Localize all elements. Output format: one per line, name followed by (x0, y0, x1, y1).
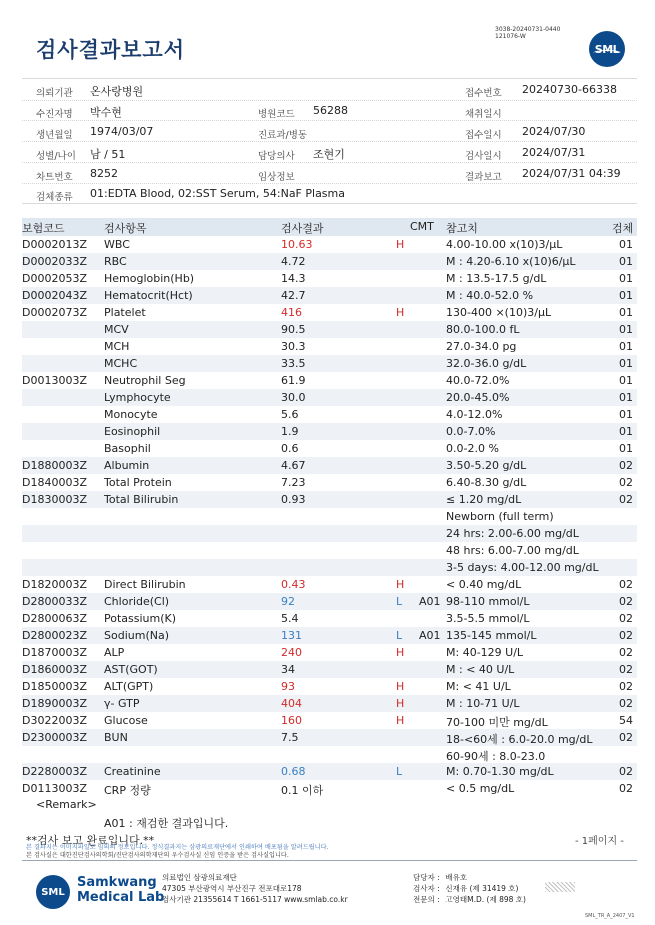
page-title: 검사결과보고서 (36, 38, 186, 62)
row-cmt: A01 (419, 595, 441, 608)
row-reference: 80.0-100.0 fL (446, 323, 520, 336)
row-reference: 40.0-72.0% (446, 374, 510, 387)
sex-age-label: 성별/나이 (36, 151, 76, 162)
row-result: 34 (281, 663, 295, 676)
row-specimen: 02 (619, 697, 633, 710)
patient-info-box (22, 78, 637, 204)
row-specimen: 01 (619, 289, 633, 302)
row-reference: 70-100 미만 mg/dL (446, 716, 548, 729)
doctor-value: 조현기 (313, 148, 345, 161)
row-item: Hematocrit(Hct) (104, 289, 193, 302)
clinical-label: 임상정보 (258, 172, 295, 183)
row-specimen: 01 (619, 357, 633, 370)
row-reference: 32.0-36.0 g/dL (446, 357, 527, 370)
table-row (22, 423, 637, 440)
row-code: D1880003Z (22, 459, 87, 472)
row-result: 160 (281, 714, 302, 727)
row-specimen: 01 (619, 425, 633, 438)
row-reference: M : < 40 U/L (446, 663, 515, 676)
brand-line-1: Samkwang (77, 875, 157, 890)
row-item: Glucose (104, 714, 148, 727)
remark-title: <Remark> (36, 798, 97, 811)
row-item: Neutrophil Seg (104, 374, 186, 387)
col-header-item: 검사항목 (104, 222, 147, 235)
row-result: 0.6 (281, 442, 299, 455)
chart-no-label: 차트번호 (36, 172, 73, 183)
row-specimen: 02 (619, 782, 633, 795)
footer-info-line: 의료법인 삼광의료재단 (162, 873, 237, 882)
form-code: SML_TR_A_2407_V1 (585, 913, 635, 919)
table-row (22, 406, 637, 423)
row-flag: H (396, 646, 405, 659)
row-item: Potassium(K) (104, 612, 177, 625)
footer-logo: SML (36, 875, 70, 909)
row-flag: H (396, 238, 405, 251)
row-code: D1890003Z (22, 697, 87, 710)
footer-info-line: 47305 부산광역시 부산진구 전포대로178 (162, 884, 302, 893)
row-item: Total Bilirubin (104, 493, 179, 506)
row-specimen: 01 (619, 340, 633, 353)
row-code: D2800033Z (22, 595, 87, 608)
row-specimen: 02 (619, 731, 633, 744)
receipt-date-label: 접수일시 (465, 130, 502, 141)
table-row (22, 321, 637, 338)
row-item: Chloride(Cl) (104, 595, 170, 608)
row-reference: M : 13.5-17.5 g/dL (446, 272, 547, 285)
row-result: 131 (281, 629, 302, 642)
sample-date-label: 채취일시 (465, 109, 502, 120)
table-row (22, 627, 637, 644)
table-row (22, 525, 637, 542)
disclaimer-note: 본 결과지는 이미지파일로 임의의 정보입니다. 정식결과지는 삼광의료재단에서 인쇄하여 배포됨을 알려드립니다. (26, 844, 329, 851)
table-row (22, 661, 637, 678)
row-reference: 135-145 mmol/L (446, 629, 537, 642)
row-reference: Newborn (full term) (446, 510, 554, 523)
staff-name: 신재유 (제 31419 호) (445, 884, 519, 893)
report-complete-text: **검사 보고 완료입니다.** (26, 834, 155, 847)
divider (22, 162, 637, 163)
divider (22, 100, 637, 101)
table-row (22, 304, 637, 321)
row-reference: M : 10-71 U/L (446, 697, 520, 710)
row-reference: 0.0-7.0% (446, 425, 496, 438)
receipt-date-value: 2024/07/30 (522, 125, 586, 138)
row-code: D1870003Z (22, 646, 87, 659)
row-specimen: 01 (619, 306, 633, 319)
row-reference: 60-90세 : 8.0-23.0 (446, 750, 546, 763)
table-row (22, 338, 637, 355)
document-code-line: 121076-W (495, 33, 526, 40)
receipt-no-value: 20240730-66338 (522, 83, 617, 96)
table-row (22, 576, 637, 593)
specimen-value: 01:EDTA Blood, 02:SST Serum, 54:NaF Plasma (90, 187, 345, 200)
row-item: WBC (104, 238, 130, 251)
row-result: 7.23 (281, 476, 306, 489)
hospital-code-value: 56288 (313, 104, 348, 117)
footer-institution-info (162, 872, 348, 905)
chart-no-value: 8252 (90, 167, 118, 180)
row-cmt: A01 (419, 629, 441, 642)
row-reference: 20.0-45.0% (446, 391, 510, 404)
row-code: D0002013Z (22, 238, 87, 251)
row-code: D0002033Z (22, 255, 87, 268)
row-code: D1840003Z (22, 476, 87, 489)
row-specimen: 02 (619, 459, 633, 472)
row-reference: 3-5 days: 4.00-12.00 mg/dL (446, 561, 599, 574)
row-specimen: 01 (619, 391, 633, 404)
row-specimen: 02 (619, 629, 633, 642)
test-date-value: 2024/07/31 (522, 146, 586, 159)
table-row (22, 474, 637, 491)
row-item: MCH (104, 340, 130, 353)
row-code: D2300003Z (22, 731, 87, 744)
row-item: Sodium(Na) (104, 629, 169, 642)
table-row (22, 712, 637, 729)
row-specimen: 02 (619, 680, 633, 693)
hospital-code-label: 병원코드 (258, 109, 295, 120)
row-result: 7.5 (281, 731, 299, 744)
table-row (22, 287, 637, 304)
table-row (22, 644, 637, 661)
row-item: CRP 정량 (104, 784, 151, 797)
row-result: 42.7 (281, 289, 306, 302)
row-specimen: 01 (619, 238, 633, 251)
table-row (22, 253, 637, 270)
accreditation-note: 본 검사실은 대한진단검사의학회/진단검사의학재단의 우수검사실 신임 인증을 받은 검사실입니다. (26, 852, 289, 859)
row-reference: 24 hrs: 2.00-6.00 mg/dL (446, 527, 579, 540)
sml-logo: SML (589, 31, 625, 67)
row-item: Eosinophil (104, 425, 161, 438)
row-specimen: 01 (619, 374, 633, 387)
table-row (22, 763, 637, 780)
brand-line-2: Medical Lab (77, 890, 165, 905)
row-flag: H (396, 714, 405, 727)
row-result: 92 (281, 595, 295, 608)
row-result: 240 (281, 646, 302, 659)
specimen-label: 검체종류 (36, 192, 73, 203)
row-code: D2800063Z (22, 612, 87, 625)
row-flag: L (396, 595, 403, 608)
document-code (495, 26, 560, 40)
row-code: D1820003Z (22, 578, 87, 591)
row-reference: 0.0-2.0 % (446, 442, 499, 455)
signature-mark (545, 882, 575, 892)
row-result: 0.68 (281, 765, 306, 778)
receipt-no-label: 접수번호 (465, 88, 502, 99)
footer-info-line: 검사기관 21355614 T 1661-5117 www.smlab.co.kr (162, 895, 348, 904)
row-result: 5.4 (281, 612, 299, 625)
row-result: 416 (281, 306, 302, 319)
row-flag: L (396, 765, 403, 778)
row-reference: 18-<60세 : 6.0-20.0 mg/dL (446, 733, 593, 746)
row-item: Hemoglobin(Hb) (104, 272, 195, 285)
row-code: D2280003Z (22, 765, 87, 778)
row-item: RBC (104, 255, 127, 268)
row-item: Creatinine (104, 765, 161, 778)
table-row (22, 270, 637, 287)
row-reference: 3.5-5.5 mmol/L (446, 612, 530, 625)
table-row (22, 593, 637, 610)
table-row (22, 610, 637, 627)
row-specimen: 01 (619, 408, 633, 421)
row-code: D1860003Z (22, 663, 87, 676)
row-result: 0.93 (281, 493, 306, 506)
row-item: MCHC (104, 357, 138, 370)
row-specimen: 02 (619, 612, 633, 625)
row-reference: < 0.40 mg/dL (446, 578, 522, 591)
row-reference: M: < 41 U/L (446, 680, 511, 693)
staff-label: 담당자 : (413, 873, 440, 882)
dob-label: 생년월일 (36, 130, 73, 141)
staff-label: 전문의 : (413, 895, 440, 904)
table-row (22, 389, 637, 406)
row-item: Platelet (104, 306, 146, 319)
row-specimen: 02 (619, 493, 633, 506)
row-specimen: 02 (619, 476, 633, 489)
table-row (22, 236, 637, 253)
table-row (22, 355, 637, 372)
row-result: 90.5 (281, 323, 306, 336)
sex-age-value: 남 / 51 (90, 148, 126, 161)
footer-staff (413, 872, 526, 905)
table-row (22, 542, 637, 559)
row-code: D0002043Z (22, 289, 87, 302)
row-flag: L (396, 629, 403, 642)
table-row (22, 695, 637, 712)
row-specimen: 02 (619, 595, 633, 608)
row-specimen: 02 (619, 663, 633, 676)
table-row (22, 491, 637, 508)
document-code-line: 3038-20240731-0440 (495, 26, 561, 33)
dept-label: 진료과/병동 (258, 130, 308, 141)
staff-label: 검사자 : (413, 884, 440, 893)
row-reference: 4.00-10.00 x(10)3/μL (446, 238, 563, 251)
row-result: 93 (281, 680, 295, 693)
table-row (22, 457, 637, 474)
report-label: 결과보고 (465, 172, 502, 183)
staff-name: 고영태M.D. (제 898 호) (445, 895, 526, 904)
row-item: ALT(GPT) (104, 680, 154, 693)
institution-value: 온사랑병원 (90, 85, 144, 98)
row-reference: < 0.5 mg/dL (446, 782, 515, 795)
row-result: 0.1 이하 (281, 784, 324, 797)
row-specimen: 02 (619, 646, 633, 659)
row-specimen: 01 (619, 255, 633, 268)
row-reference: M : 40.0-52.0 % (446, 289, 534, 302)
row-reference: 3.50-5.20 g/dL (446, 459, 527, 472)
row-reference: 4.0-12.0% (446, 408, 503, 421)
col-header-spec: 검체 (612, 222, 634, 235)
row-flag: H (396, 697, 405, 710)
col-header-code: 보험코드 (22, 222, 65, 235)
row-code: D0113003Z (22, 782, 87, 795)
results-table (22, 236, 637, 797)
row-result: 30.3 (281, 340, 306, 353)
row-reference: 98-110 mmol/L (446, 595, 530, 608)
row-reference: 130-400 ×(10)3/μL (446, 306, 552, 319)
row-item: Direct Bilirubin (104, 578, 186, 591)
row-reference: 6.40-8.30 g/dL (446, 476, 527, 489)
row-result: 33.5 (281, 357, 306, 370)
row-item: MCV (104, 323, 129, 336)
row-reference: 48 hrs: 6.00-7.00 mg/dL (446, 544, 579, 557)
row-reference: M: 0.70-1.30 mg/dL (446, 765, 554, 778)
dob-value: 1974/03/07 (90, 125, 154, 138)
report-value: 2024/07/31 04:39 (522, 167, 621, 180)
page-number: - 1페이지 - (575, 836, 624, 847)
table-row (22, 746, 637, 763)
row-item: Monocyte (104, 408, 158, 421)
table-row (22, 559, 637, 576)
row-item: ALP (104, 646, 125, 659)
row-specimen: 54 (619, 714, 633, 727)
row-result: 5.6 (281, 408, 299, 421)
row-result: 14.3 (281, 272, 306, 285)
row-item: Basophil (104, 442, 151, 455)
patient-value: 박수현 (90, 106, 122, 119)
row-code: D3022003Z (22, 714, 87, 727)
row-result: 30.0 (281, 391, 306, 404)
row-flag: H (396, 680, 405, 693)
row-flag: H (396, 578, 405, 591)
divider (22, 120, 637, 121)
row-code: D1830003Z (22, 493, 87, 506)
row-reference: ≤ 1.20 mg/dL (446, 493, 522, 506)
row-result: 10.63 (281, 238, 313, 251)
row-result: 404 (281, 697, 302, 710)
row-item: Lymphocyte (104, 391, 171, 404)
divider (22, 141, 637, 142)
doctor-label: 담당의사 (258, 151, 295, 162)
row-reference: M: 40-129 U/L (446, 646, 524, 659)
row-flag: H (396, 306, 405, 319)
col-header-ref: 참고치 (446, 222, 478, 235)
col-header-cmt: CMT (410, 220, 434, 233)
row-result: 4.72 (281, 255, 306, 268)
test-date-label: 검사일시 (465, 151, 502, 162)
row-result: 1.9 (281, 425, 299, 438)
row-specimen: 02 (619, 765, 633, 778)
remark-text: A01 : 재검한 결과입니다. (104, 817, 229, 830)
row-item: BUN (104, 731, 128, 744)
row-code: D2800023Z (22, 629, 87, 642)
row-result: 0.43 (281, 578, 306, 591)
table-row (22, 780, 637, 797)
footer-divider (22, 860, 637, 861)
staff-name: 배유호 (445, 873, 468, 882)
row-result: 61.9 (281, 374, 306, 387)
divider (22, 183, 637, 184)
row-reference: 27.0-34.0 pg (446, 340, 517, 353)
table-row (22, 678, 637, 695)
row-specimen: 01 (619, 272, 633, 285)
table-row (22, 440, 637, 457)
institution-label: 의뢰기관 (36, 88, 73, 99)
row-result: 4.67 (281, 459, 306, 472)
row-specimen: 01 (619, 442, 633, 455)
row-item: Albumin (104, 459, 150, 472)
row-item: Total Protein (104, 476, 172, 489)
row-item: AST(GOT) (104, 663, 158, 676)
row-specimen: 02 (619, 578, 633, 591)
row-code: D0013003Z (22, 374, 87, 387)
row-specimen: 01 (619, 323, 633, 336)
row-code: D1850003Z (22, 680, 87, 693)
row-item: γ- GTP (104, 697, 140, 710)
table-row (22, 729, 637, 746)
row-reference: M : 4.20-6.10 x(10)6/μL (446, 255, 576, 268)
patient-label: 수진자명 (36, 109, 73, 120)
results-table-header (22, 218, 637, 236)
table-row (22, 508, 637, 525)
row-code: D0002053Z (22, 272, 87, 285)
col-header-result: 검사결과 (281, 222, 324, 235)
row-code: D0002073Z (22, 306, 87, 319)
footer-brand (77, 875, 164, 905)
table-row (22, 372, 637, 389)
